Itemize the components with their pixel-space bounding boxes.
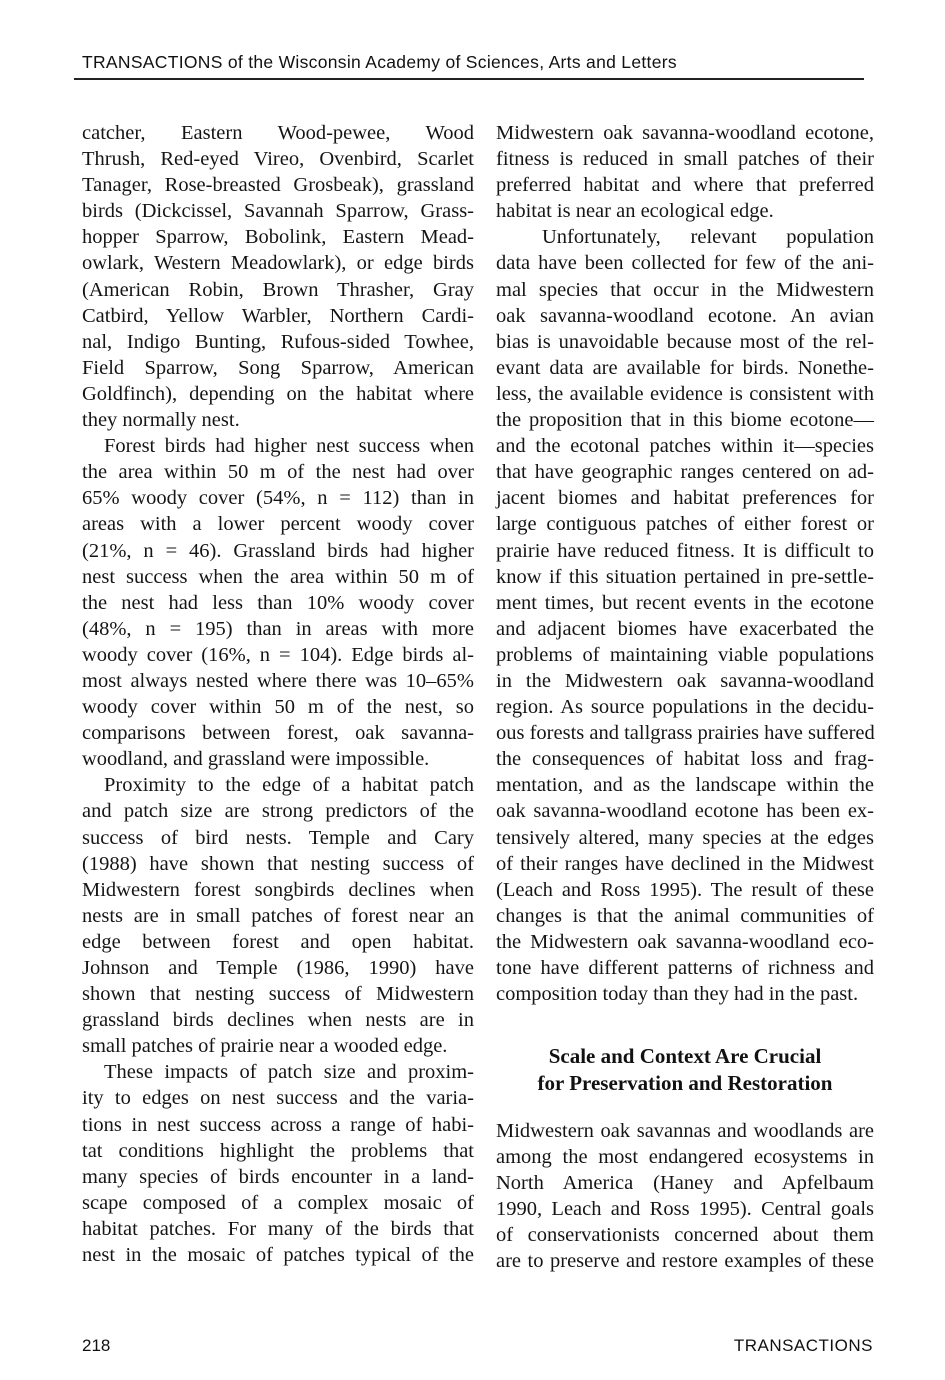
text-line: shown that nesting success of Midwestern bbox=[82, 983, 474, 1006]
text-line: tone have different patterns of richness and bbox=[496, 957, 874, 979]
text-line: and the ecotonal patches within it—species bbox=[496, 435, 874, 458]
text-line: habitat patches. For many of the birds that bbox=[82, 1217, 474, 1240]
text-line: bias is unavoidable because most of the rel- bbox=[496, 330, 874, 353]
text-line: Goldfinch), depending on the habitat where bbox=[82, 382, 474, 405]
text-line: of their ranges have declined in the Midwest bbox=[496, 852, 874, 875]
text-line: prairie have reduced fitness. It is difficult to bbox=[496, 539, 874, 562]
text-line: among the most endangered ecosystems in bbox=[496, 1146, 874, 1169]
text-line: the nest had less than 10% woody cover bbox=[82, 591, 474, 614]
text-line: know if this situation pertained in pre-settle- bbox=[496, 565, 874, 588]
text-line: success of bird nests. Temple and Cary bbox=[82, 826, 474, 849]
section-heading bbox=[496, 1043, 874, 1097]
text-line: edge between forest and open habitat. bbox=[82, 930, 474, 953]
text-line: (Leach and Ross 1995). The result of these bbox=[496, 878, 874, 901]
text-line: changes is that the animal communities of bbox=[496, 904, 874, 927]
text-line: of conservationists concerned about them bbox=[496, 1224, 874, 1247]
text-line: Forest birds had higher nest success when bbox=[104, 435, 474, 458]
text-line: owlark, Western Meadowlark), or edge birds bbox=[82, 252, 474, 275]
text-line: are to preserve and restore examples of these bbox=[496, 1250, 874, 1273]
text-line: (1988) have shown that nesting success of bbox=[82, 852, 474, 875]
text-line: less, the available evidence is consistent with bbox=[496, 382, 874, 405]
text-line: mentation, and as the landscape within the bbox=[496, 774, 874, 797]
text-line: problems of maintaining viable populations bbox=[496, 643, 874, 666]
header-rule bbox=[74, 78, 864, 80]
text-line: Catbird, Yellow Warbler, Northern Cardi- bbox=[82, 304, 474, 327]
text-line: Thrush, Red-eyed Vireo, Ovenbird, Scarlet bbox=[82, 148, 474, 171]
text-line: woody cover (16%, n = 104). Edge birds al- bbox=[82, 643, 474, 666]
text-line: Proximity to the edge of a habitat patch bbox=[104, 774, 474, 797]
text-line: 65% woody cover (54%, n = 112) than in bbox=[82, 487, 474, 510]
text-line: in the Midwestern oak savanna-woodland bbox=[496, 669, 874, 692]
text-line: oak savanna-woodland ecotone. An avian bbox=[496, 304, 874, 327]
text-line: large contiguous patches of either forest or bbox=[496, 513, 874, 536]
text-line: nest success when the area within 50 m of bbox=[82, 565, 474, 588]
text-line: (48%, n = 195) than in areas with more bbox=[82, 617, 474, 640]
page-number: 218 bbox=[82, 1336, 111, 1355]
text-line: they normally nest. bbox=[82, 409, 240, 432]
text-line: comparisons between forest, oak savanna- bbox=[82, 722, 474, 745]
text-line: oak savanna-woodland ecotone has been ex- bbox=[496, 800, 874, 823]
running-head: TRANSACTIONS of the Wisconsin Academy of Sciences, Arts and Letters bbox=[82, 52, 677, 72]
text-line: and adjacent biomes have exacerbated the bbox=[496, 617, 874, 640]
text-line: composition today than they had in the past. bbox=[496, 983, 859, 1006]
text-line: hopper Sparrow, Bobolink, Eastern Mead- bbox=[82, 226, 474, 249]
text-line: birds (Dickcissel, Savannah Sparrow, Grass- bbox=[82, 200, 474, 223]
text-line: woodland, and grassland were impossible. bbox=[82, 748, 430, 771]
text-line: ment times, but recent events in the ecotone bbox=[496, 591, 874, 614]
text-line: 1990, Leach and Ross 1995). Central goals bbox=[496, 1198, 874, 1221]
text-line: Midwestern oak savannas and woodlands are bbox=[496, 1120, 874, 1142]
text-line: Midwestern oak savanna-woodland ecotone, bbox=[496, 122, 874, 144]
text-line: tions in nest success across a range of habi- bbox=[82, 1113, 474, 1136]
text-line: nal, Indigo Bunting, Rufous-sided Towhee, bbox=[82, 330, 474, 353]
text-line: most always nested where there was 10–65% bbox=[82, 669, 474, 692]
text-line: many species of birds encounter in a land- bbox=[82, 1165, 474, 1188]
text-line: North America (Haney and Apfelbaum bbox=[496, 1172, 874, 1195]
text-line: evant data are available for birds. Nonethe- bbox=[496, 356, 874, 379]
left-column bbox=[82, 120, 474, 1268]
text-line: fitness is reduced in small patches of their bbox=[496, 148, 874, 171]
running-foot: TRANSACTIONS bbox=[733, 1336, 873, 1355]
text-line: scape composed of a complex mosaic of bbox=[82, 1191, 474, 1214]
text-line: areas with a lower percent woody cover bbox=[82, 513, 474, 536]
text-line: Field Sparrow, Song Sparrow, American bbox=[82, 356, 474, 379]
text-line: nest in the mosaic of patches typical of the bbox=[82, 1244, 474, 1267]
text-line: region. As source populations in the decidu- bbox=[496, 696, 874, 719]
text-line: ous forests and tallgrass prairies have suffered bbox=[496, 722, 875, 745]
text-line: (American Robin, Brown Thrasher, Gray bbox=[82, 278, 474, 301]
text-line: tat conditions highlight the problems that bbox=[82, 1139, 474, 1162]
section-heading-line-2: for Preservation and Restoration bbox=[537, 1071, 833, 1095]
text-line: mal species that occur in the Midwestern bbox=[496, 278, 874, 301]
text-line: nests are in small patches of forest near an bbox=[82, 904, 474, 927]
text-line: Unfortunately, relevant population bbox=[542, 226, 874, 249]
text-line: the area within 50 m of the nest had over bbox=[82, 461, 474, 484]
text-line: the consequences of habitat loss and frag- bbox=[496, 748, 874, 771]
text-line: small patches of prairie near a wooded edge. bbox=[82, 1035, 448, 1058]
text-line: (21%, n = 46). Grassland birds had higher bbox=[82, 539, 474, 562]
text-line: These impacts of patch size and proxim- bbox=[104, 1061, 474, 1084]
text-line: the Midwestern oak savanna-woodland eco- bbox=[496, 930, 874, 953]
text-line: Johnson and Temple (1986, 1990) have bbox=[82, 957, 474, 979]
text-line: the proposition that in this biome ecotone— bbox=[496, 409, 874, 432]
text-line: that have geographic ranges centered on ad- bbox=[496, 461, 874, 484]
section-heading-line-1: Scale and Context Are Crucial bbox=[548, 1044, 822, 1068]
text-line: data have been collected for few of the ani- bbox=[496, 252, 874, 275]
text-line: Midwestern forest songbirds declines when bbox=[82, 878, 474, 901]
text-line: Tanager, Rose-breasted Grosbeak), grassland bbox=[82, 174, 474, 197]
text-line: grassland birds declines when nests are in bbox=[82, 1009, 474, 1032]
text-line: woody cover within 50 m of the nest, so bbox=[82, 696, 474, 719]
section-body bbox=[496, 1118, 874, 1275]
text-line: tensively altered, many species at the edges bbox=[496, 826, 874, 849]
text-line: preferred habitat and where that preferred bbox=[496, 174, 874, 197]
right-column bbox=[496, 120, 874, 1007]
text-line: ity to edges on nest success and the varia- bbox=[82, 1087, 474, 1110]
text-line: jacent biomes and habitat preferences for bbox=[496, 487, 874, 510]
text-line: and patch size are strong predictors of the bbox=[82, 800, 474, 823]
text-line: habitat is near an ecological edge. bbox=[496, 200, 774, 223]
text-line: catcher, Eastern Wood-pewee, Wood bbox=[82, 122, 474, 144]
